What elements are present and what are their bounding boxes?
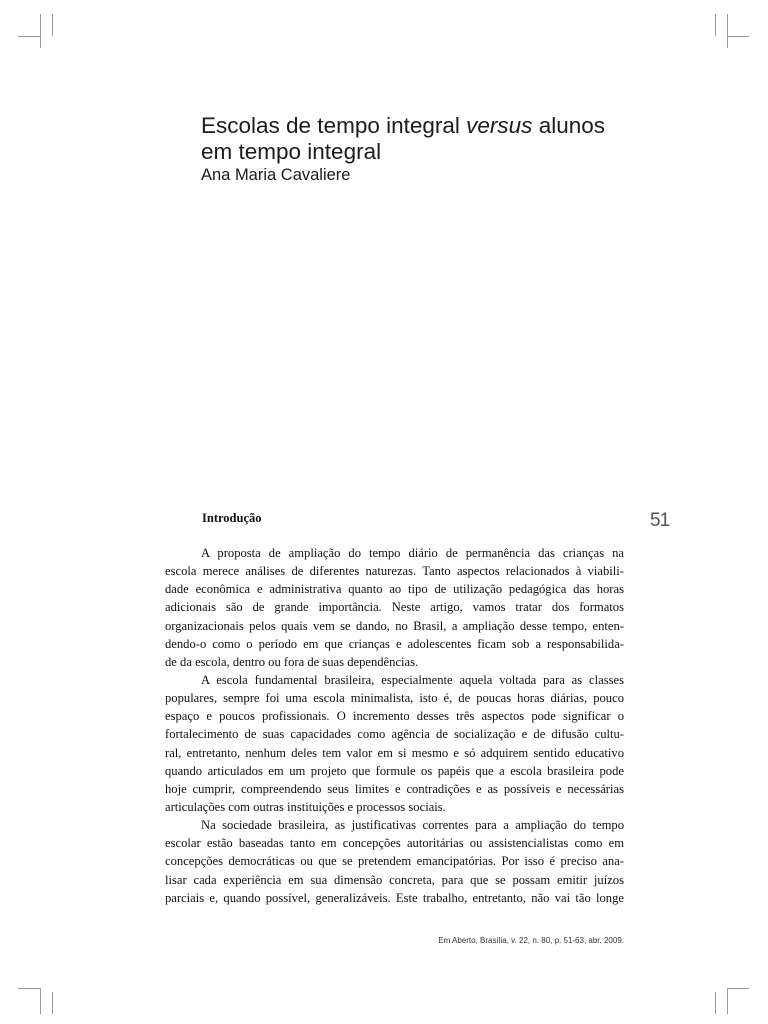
crop-mark: [727, 988, 728, 1014]
crop-mark: [727, 988, 749, 989]
text-line: dade econômica e administrativa quanto ao tipo de utilização pedagógica das horas: [165, 582, 624, 597]
text-line: escola merece análises de diferentes naturezas. Tanto aspectos relacionados à viabili-: [165, 564, 624, 579]
crop-mark: [52, 14, 53, 36]
text-line: fortalecimento de suas capacidades como agência de socialização e de difusão cultu-: [165, 727, 624, 742]
article-header: [201, 113, 661, 185]
text-line: quando articulados em um projeto que formule os papéis que a escola brasileira pode: [165, 763, 624, 778]
citation-footer: Em Aberto, Brasília, v. 22, n. 80, p. 51-63, abr. 2009.: [438, 936, 624, 945]
text-line: organizacionais pelos quais vem se dando, no Brasil, a ampliação desse tempo, enten-: [165, 618, 624, 633]
text-line: espaço e poucos profissionais. O incremento desses três aspectos pode significar o: [165, 709, 624, 724]
text-line: ral, entretanto, nenhum deles tem valor em si mesmo e só adquirem sentido educativo: [165, 745, 624, 760]
crop-mark: [727, 36, 749, 37]
text-line: escolar estão baseadas tanto em concepções autoritárias ou assistencialistas como em: [165, 836, 624, 851]
author-name: Ana Maria Cavaliere: [201, 166, 351, 184]
title-italic-word: versus: [466, 113, 533, 138]
article-title: [201, 113, 661, 165]
crop-mark: [18, 36, 40, 37]
text-line: dendo-o como o período em que crianças e adolescentes ficam sob a responsabilida-: [165, 636, 624, 651]
text-line: de da escola, dentro ou fora de suas dependências.: [165, 654, 419, 669]
crop-mark: [715, 14, 716, 36]
crop-mark: [52, 992, 53, 1014]
title-text: Escolas de tempo integral: [201, 113, 467, 138]
text-line: adicionais são de grande importância. Neste artigo, vamos tratar dos formatos: [165, 600, 624, 615]
text-line: hoje cumprir, compreendendo seus limites e contradições e as possíveis e necessárias: [165, 781, 624, 796]
text-line: A escola fundamental brasileira, especialmente aquela voltada para as classes: [201, 672, 624, 687]
body-text: [165, 544, 624, 907]
section-heading: Introdução: [202, 511, 262, 525]
page-number: 51: [650, 510, 670, 531]
text-line: articulações com outras instituições e processos sociais.: [165, 799, 446, 814]
text-line: populares, sempre foi uma escola minimalista, isto é, de poucas horas diárias, pouco: [165, 691, 624, 706]
crop-mark: [715, 992, 716, 1014]
text-line: concepções democráticas ou que se pretendem emancipatórias. Por isso é preciso ana-: [165, 854, 624, 869]
text-line: Na sociedade brasileira, as justificativas correntes para a ampliação do tempo: [201, 818, 624, 833]
crop-mark: [727, 14, 728, 48]
title-line-2: em tempo integral: [201, 139, 382, 164]
crop-mark: [18, 988, 40, 989]
crop-mark: [40, 14, 41, 48]
text-line: A proposta de ampliação do tempo diário de permanência das crianças na: [201, 546, 624, 560]
title-text: alunos: [532, 113, 605, 138]
text-line: parciais e, quando possível, generalizáveis. Este trabalho, entretanto, não vai tão longe: [165, 890, 624, 905]
text-line: lisar cada experiência em sua dimensão concreta, para que se possam emitir juízos: [165, 872, 624, 887]
crop-mark: [40, 988, 41, 1014]
